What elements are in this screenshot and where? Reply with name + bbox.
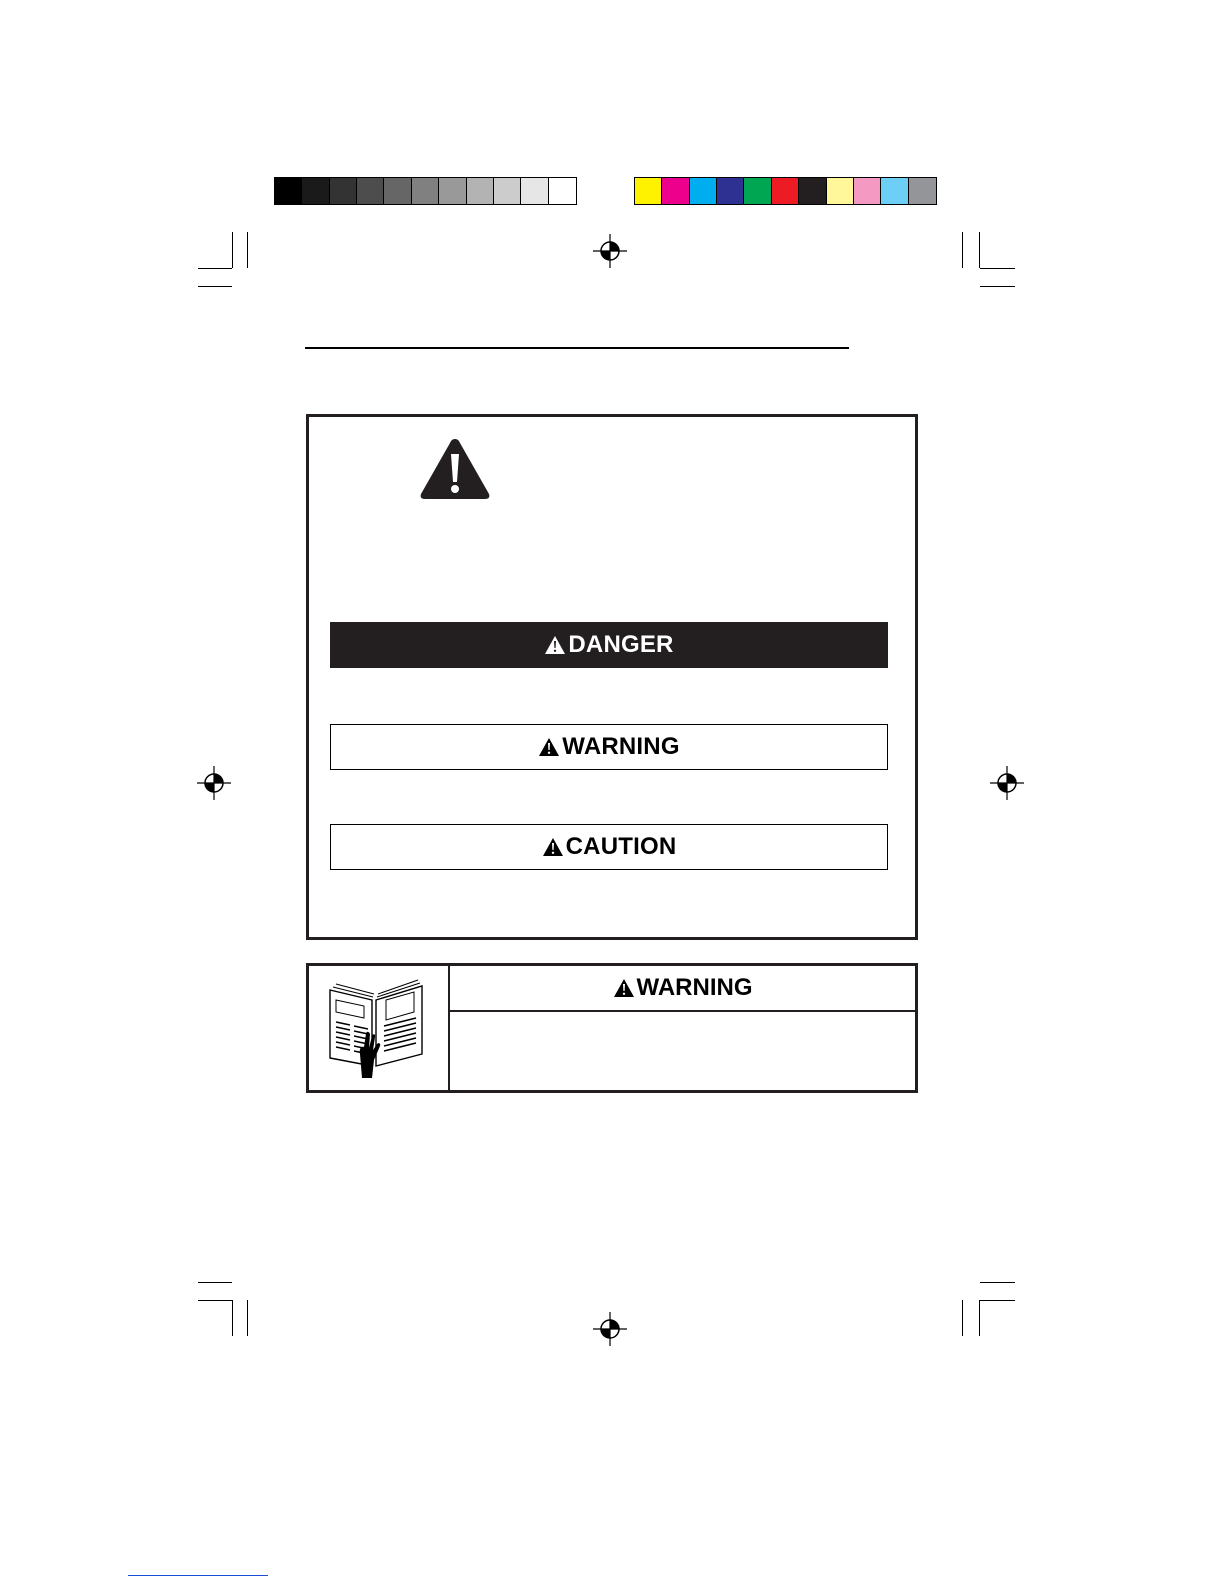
bottom-link-underline: [128, 1575, 268, 1576]
registration-mark-icon: [990, 766, 1024, 800]
color-swatch: [744, 178, 771, 204]
crop-mark: [979, 232, 980, 268]
grayscale-swatch: [549, 178, 576, 204]
danger-text: DANGER: [568, 631, 674, 658]
grayscale-swatch: [439, 178, 466, 204]
color-swatch: [799, 178, 826, 204]
crop-mark: [232, 1300, 233, 1336]
crop-mark: [198, 268, 232, 269]
crop-mark: [198, 286, 232, 287]
crop-mark: [247, 1300, 248, 1336]
grayscale-swatch: [357, 178, 384, 204]
crop-mark: [232, 232, 233, 268]
grayscale-swatch: [494, 178, 521, 204]
registration-mark-icon: [593, 234, 627, 268]
color-swatch: [909, 178, 936, 204]
alert-triangle-icon: [544, 635, 566, 655]
alert-triangle-icon: [538, 737, 560, 757]
color-calibration-bar: [634, 177, 937, 205]
color-swatch: [662, 178, 689, 204]
registration-mark-icon: [197, 766, 231, 800]
color-swatch: [854, 178, 881, 204]
crop-mark: [980, 1282, 1015, 1283]
grayscale-swatch: [275, 178, 302, 204]
crop-mark: [979, 1300, 980, 1336]
registration-mark-icon: [593, 1312, 627, 1346]
warning-label: [330, 724, 888, 770]
crop-mark: [962, 232, 963, 268]
crop-mark: [198, 1282, 232, 1283]
manual-warning-label: [450, 966, 915, 1010]
caution-label: [330, 824, 888, 870]
manual-warning-text: WARNING: [636, 974, 753, 1001]
grayscale-swatch: [384, 178, 411, 204]
grayscale-swatch: [521, 178, 548, 204]
color-swatch: [881, 178, 908, 204]
manual-warning-header-rule: [450, 1010, 915, 1012]
alert-triangle-icon: [542, 837, 564, 857]
grayscale-calibration-bar: [274, 177, 577, 205]
color-swatch: [635, 178, 662, 204]
color-swatch: [772, 178, 799, 204]
crop-mark: [962, 1300, 963, 1336]
color-swatch: [827, 178, 854, 204]
color-swatch: [690, 178, 717, 204]
caution-text: CAUTION: [565, 833, 677, 860]
crop-mark: [198, 1300, 232, 1301]
alert-triangle-icon: [613, 978, 635, 998]
color-swatch: [717, 178, 744, 204]
crop-mark: [980, 268, 1015, 269]
grayscale-swatch: [302, 178, 329, 204]
grayscale-swatch: [412, 178, 439, 204]
safety-alert-triangle-icon: [418, 436, 492, 502]
grayscale-swatch: [467, 178, 494, 204]
warning-text: WARNING: [562, 733, 680, 760]
crop-mark: [980, 286, 1015, 287]
crop-mark: [247, 232, 248, 268]
manual-reading-icon: [326, 974, 430, 1078]
danger-label: [330, 622, 888, 668]
grayscale-swatch: [330, 178, 357, 204]
crop-mark: [980, 1300, 1015, 1301]
header-rule: [305, 347, 849, 349]
